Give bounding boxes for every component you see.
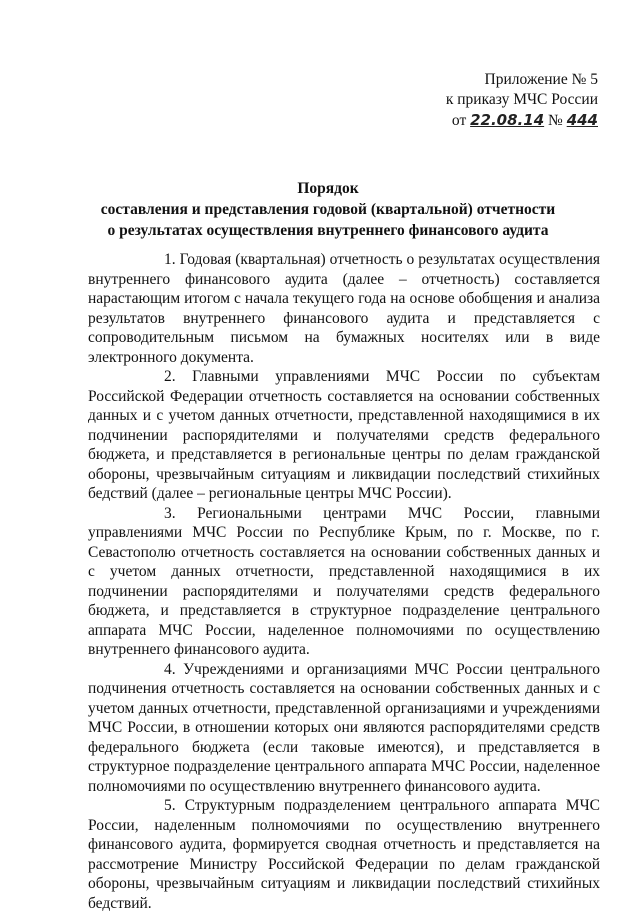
title-line-2: составления и представления годовой (квартальной) отчетности — [100, 201, 556, 218]
paragraph-number: 1. — [164, 251, 176, 268]
paragraph-number: 5. — [164, 797, 176, 814]
title-line-1: Порядок — [297, 180, 359, 197]
paragraph-4 — [88, 660, 600, 797]
paragraph-text: Главными управлениями МЧС России по субъектам Российской Федерации отчетность составляется на основании собственных данных и с учетом данных отчетности, представленной находящимися в их подчинении распорядителями и получателями средств федерального бюджета, и представляется в региональные центры по делам гражданской обороны, чрезвычайным ситуациям и ликвидации последствий стихийных бедствий (далее – региональные центры МЧС России). — [88, 368, 600, 502]
paragraph-2 — [88, 367, 600, 504]
number-prefix: № — [548, 112, 563, 129]
paragraph-1 — [88, 250, 600, 367]
appendix-date-line — [398, 110, 598, 131]
document-body — [88, 250, 600, 913]
paragraph-text: Структурным подразделением центрального аппарата МЧС России, наделенным полномочиями по осуществлению внутреннего финансового аудита, формируется сводная отчетность и представляется на рассмотрение Министру Российской Федерации по делам гражданской обороны, чрезвычайным ситуациям и ликвидации последствий стихийных бедствий. — [88, 797, 600, 912]
appendix-order-reference: к приказу МЧС России — [445, 91, 598, 108]
paragraph-3 — [88, 504, 600, 660]
appendix-number: Приложение № 5 — [484, 71, 598, 88]
handwritten-order-number: 444 — [566, 111, 598, 129]
handwritten-date: 22.08.14 — [470, 111, 545, 129]
paragraph-text: Региональными центрами МЧС России, главными управлениями МЧС России по Республике Крым, по г. Москве, по г. Севастополю отчетность составляется на основании собственных данных и с учетом данных отчетности, представленной находящимися в их подчинении распорядителями и получателями средств федерального бюджета, и представляется в структурное подразделение центрального аппарата МЧС России, наделенное полномочиями по осуществлению внутреннего финансового аудита. — [88, 504, 600, 658]
paragraph-number: 3. — [164, 504, 176, 522]
title-line-3: о результатах осуществления внутреннего финансового аудита — [107, 222, 549, 239]
date-prefix: от — [451, 112, 467, 129]
appendix-header — [398, 70, 598, 131]
paragraph-text: Учреждениями и организациями МЧС России центрального подчинения отчетность составляется на основании собственных данных и с учетом данных отчетности, представленной организациями и учреждениями МЧС России, в отношении которых они являются распорядителями средств федерального бюджета (если таковые имеются), и представляется в структурное подразделение центрального аппарата МЧС России, наделенное полномочиями по осуществлению внутреннего финансового аудита. — [88, 660, 601, 795]
document-title — [60, 178, 596, 241]
paragraph-number: 2. — [164, 368, 176, 385]
paragraph-text: Годовая (квартальная) отчетность о результатах осуществления внутреннего финансового аудита (далее – отчетность) составляется нарастающим итогом с начала текущего года на основе обобщения и анализа результатов внутреннего финансового аудита и представляется с сопроводительным письмом на бумажных носителях или в виде электронного документа. — [88, 251, 601, 366]
paragraph-5 — [88, 796, 600, 913]
paragraph-number: 4. — [164, 660, 176, 678]
